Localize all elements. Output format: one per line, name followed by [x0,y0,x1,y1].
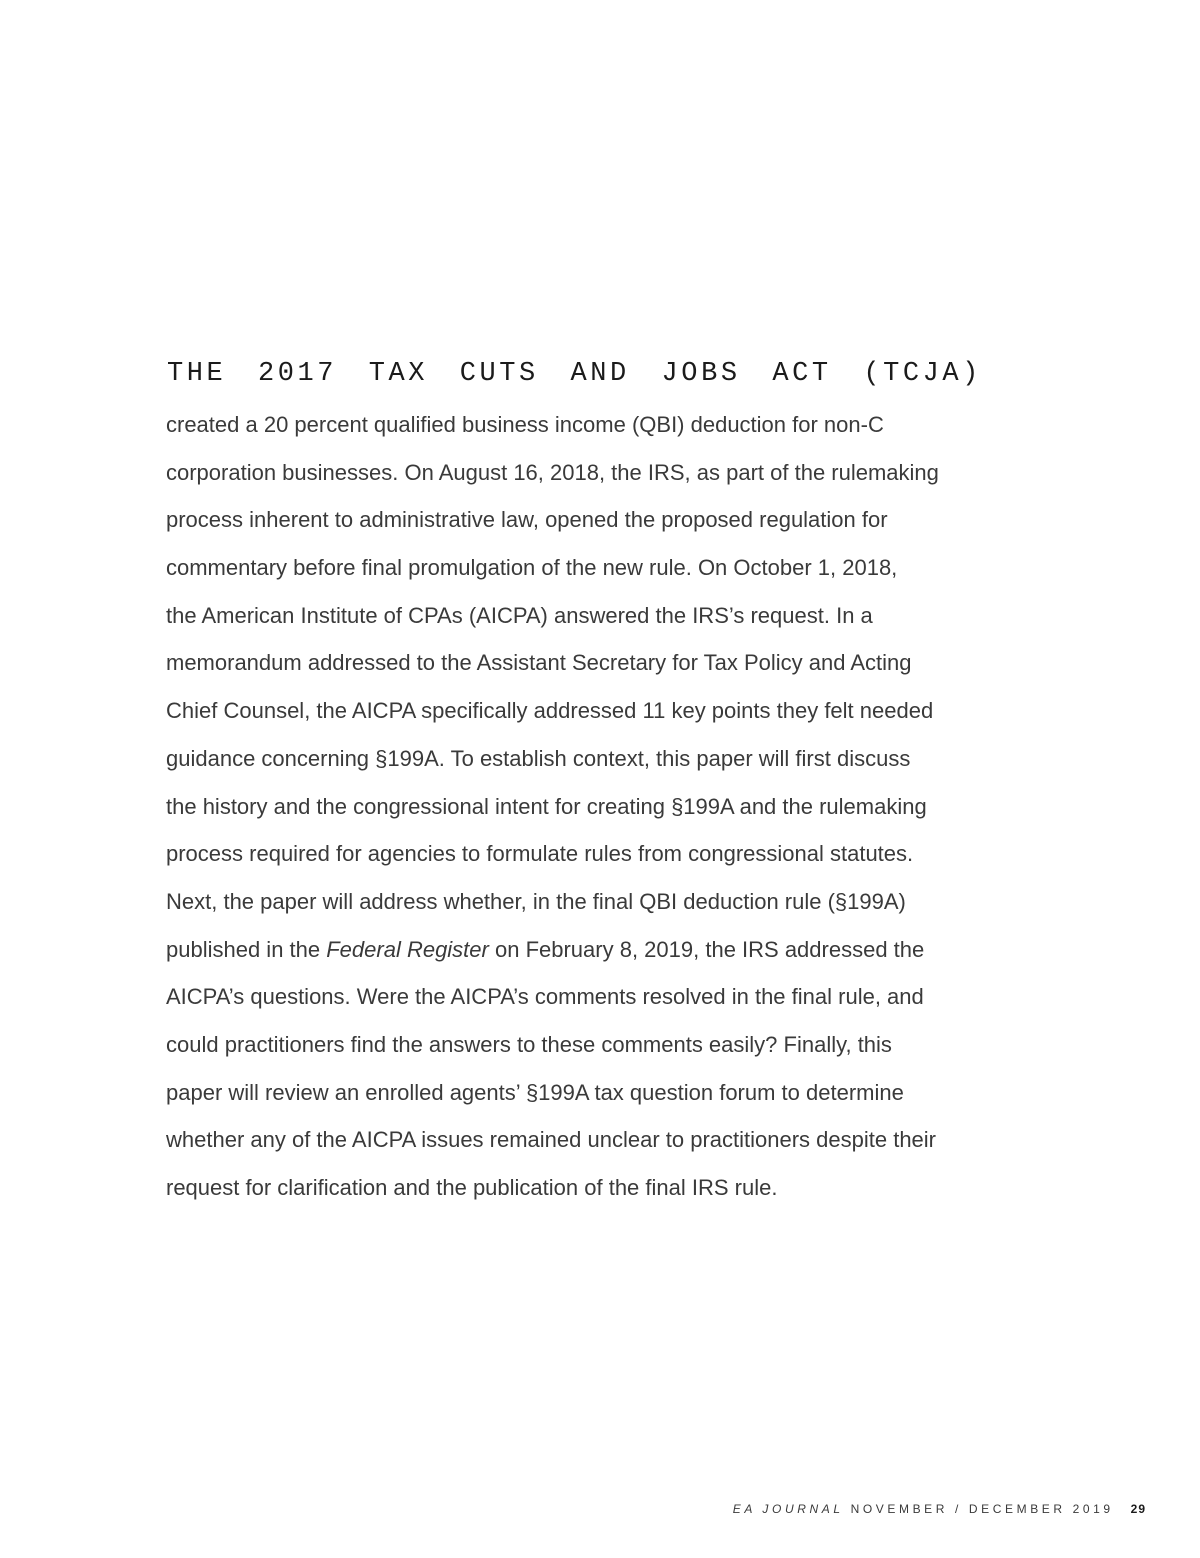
federal-register-italic: Federal Register [326,936,489,962]
page-footer [733,1501,1146,1517]
body-line-12-before: published in the [166,936,327,962]
body-line-11: Next, the paper will address whether, in the final QBI deduction rule (§199A) [166,888,906,914]
journal-name: EA JOURNAL [732,1502,844,1516]
page-number: 29 [1130,1502,1146,1516]
body-line-12 [166,930,1026,978]
article-lead-heading: THE 2017 TAX CUTS AND JOBS ACT (TCJA) [167,359,982,389]
issue-date: NOVEMBER / DECEMBER 2019 [850,1502,1114,1516]
body-line-8: guidance concerning §199A. To establish context, this paper will first discuss [166,745,911,771]
body-line-12-after: on February 8, 2019, the IRS addressed the [488,936,925,962]
article-body [166,405,1026,1216]
body-line-5: the American Institute of CPAs (AICPA) answered the IRS’s request. In a [166,602,873,628]
body-line-9: the history and the congressional intent for creating §199A and the rulemaking [166,793,927,819]
body-line-7: Chief Counsel, the AICPA specifically addressed 11 key points they felt needed [166,698,934,724]
body-line-6: memorandum addressed to the Assistant Secretary for Tax Policy and Acting [166,650,912,676]
body-line-16: whether any of the AICPA issues remained unclear to practitioners despite their [166,1127,937,1153]
body-line-15: paper will review an enrolled agents’ §199A tax question forum to determine [166,1079,904,1105]
body-line-17: request for clarification and the publication of the final IRS rule. [166,1175,778,1200]
body-line-2: corporation businesses. On August 16, 2018, the IRS, as part of the rulemaking [166,459,939,485]
body-line-1: created a 20 percent qualified business income (QBI) deduction for non-C [166,412,884,437]
body-line-4: commentary before final promulgation of the new rule. On October 1, 2018, [166,555,898,581]
body-line-3: process inherent to administrative law, opened the proposed regulation for [166,507,888,533]
body-line-10: process required for agencies to formulate rules from congressional statutes. [166,841,914,867]
body-line-14: could practitioners find the answers to these comments easily? Finally, this [166,1031,892,1057]
body-line-13: AICPA’s questions. Were the AICPA’s comments resolved in the final rule, and [166,984,924,1010]
